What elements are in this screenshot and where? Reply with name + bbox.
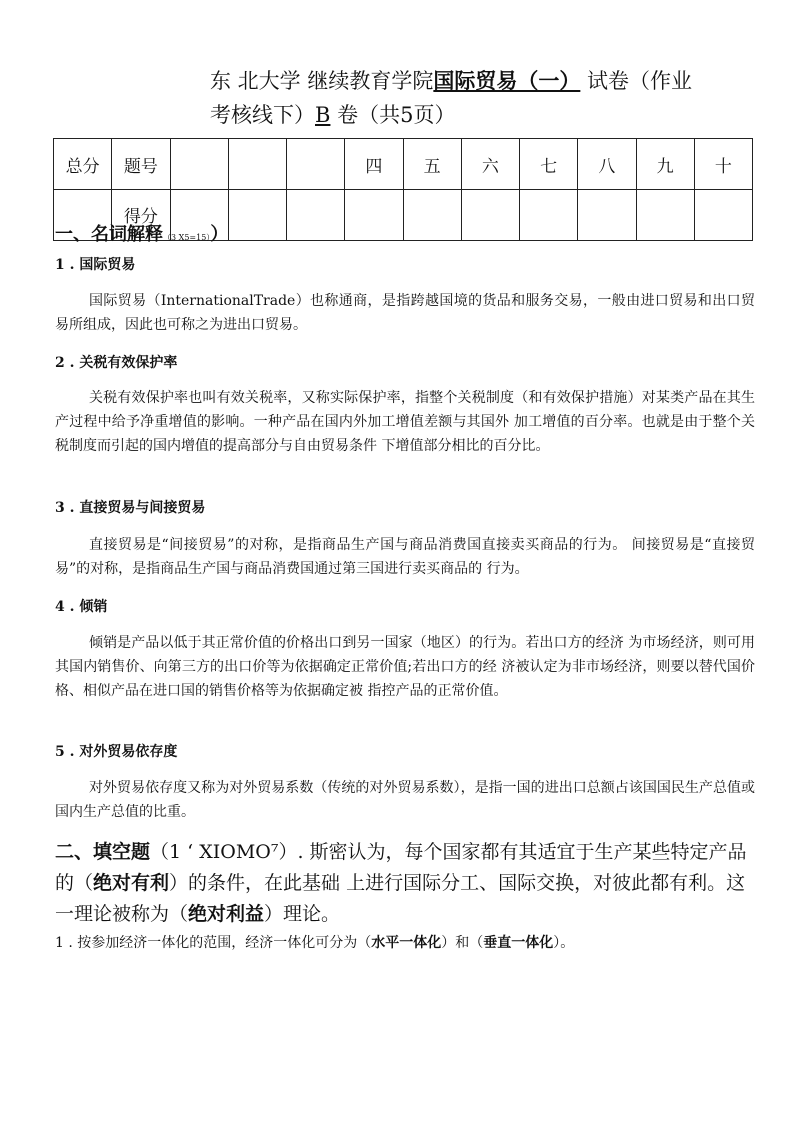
school-name: 东 北大学 继续教育学院	[210, 69, 434, 93]
term-title: 1 . 国际贸易	[55, 257, 136, 273]
title-line2: 考核线下）	[210, 103, 315, 127]
question-text: 1 . 按参加经济一体化的范围，经济一体化可分为（	[55, 935, 372, 951]
score-input-cell[interactable]	[461, 190, 519, 241]
section1-heading	[55, 220, 228, 246]
term-title: 3 . 直接贸易与间接贸易	[55, 500, 206, 516]
term-definition: 对外贸易依存度又称为对外贸易系数（传统的对外贸易系数），是指一国的进出口总额占该国国民生产总值或国内生产总值的比重。	[55, 780, 755, 820]
score-cell: 八	[578, 139, 636, 190]
score-cell	[287, 139, 345, 190]
score-cell: 七	[520, 139, 578, 190]
score-cell	[228, 139, 286, 190]
term-title: 2 . 关税有效保护率	[55, 355, 178, 371]
score-cell: 四	[345, 139, 403, 190]
score-input-cell[interactable]	[287, 190, 345, 241]
score-input-cell[interactable]	[578, 190, 636, 241]
score-cell: 五	[403, 139, 461, 190]
section2-text: ）的条件，在此基础 上进行国际分工、国际交换，对彼此都有利。这一理论被称为（	[55, 872, 746, 925]
exam-title	[210, 64, 770, 132]
term-definition: 关税有效保护率也叫有效关税率，又称实际保护率，指整个关税制度（和有效保护措施）对某类产品在其生产过程中给予净重增值的影响。一种产品在国内外加工增值差额与其国外 加工增值的百分率。也就是由于整个关税制度而引起的国内增值的提高部分与自由贸易条件 下增值部分相比的百分比。	[55, 390, 755, 454]
score-cell: 十	[694, 139, 752, 190]
score-row-label: 得分	[123, 207, 158, 227]
term-title: 4 . 倾销	[55, 599, 108, 615]
score-cell: 六	[461, 139, 519, 190]
term-title: 5 . 对外贸易依存度	[55, 744, 178, 760]
page-count: 卷（共5页）	[330, 103, 456, 127]
question-text: ）。	[553, 935, 575, 951]
section2-heading: 二、填空题	[55, 841, 151, 863]
score-cell: 总分	[54, 139, 112, 190]
score-cell: 题号	[112, 139, 170, 190]
term-definition: 倾销是产品以低于其正常价值的价格出口到另一国家（地区）的行为。若出口方的经济 为市场经济，则可用其国内销售价、向第三方的出口价等为依据确定正常价值;若出口方的经 济被认定为非市场经济，则要以替代国价格、相似产品在进口国的销售价格等为依据确定被 指控产品的正常价值。	[55, 635, 755, 699]
score-input-cell[interactable]	[636, 190, 694, 241]
section1-heading-text: 一、名词解释	[55, 224, 163, 245]
paper-version: B	[315, 103, 331, 127]
course-name: 国际贸易（一）	[433, 68, 581, 93]
score-input-cell[interactable]	[694, 190, 752, 241]
title-rest: 试卷（作业	[580, 69, 693, 93]
answer-blank: 绝对有利	[93, 872, 170, 894]
section2-fill-blank	[55, 837, 755, 930]
answer-blank: 垂直一体化	[483, 935, 554, 951]
section1-score-note: （3 X5=15）	[163, 233, 211, 242]
answer-blank: 水平一体化	[371, 935, 442, 951]
score-input-cell[interactable]	[345, 190, 403, 241]
term-definition: 直接贸易是“间接贸易”的对称，是指商品生产国与商品消费国直接卖买商品的行为。 间接贸易是“直接贸易”的对称，是指商品生产国与商品消费国通过第三国进行卖买商品的 行为。	[55, 537, 755, 577]
section1-heading-close: ）	[210, 224, 229, 245]
term-definition: 国际贸易（InternationalTrade）也称通商，是指跨越国境的货品和服务交易，一般由进口贸易和出口贸易所组成，因此也可称之为进出口贸易。	[55, 293, 755, 333]
score-table-header-row	[54, 139, 753, 190]
section2-text: （1 ‘ XIOMO⁷）. 斯密认为，每个国家都有其适宜于生产某些特定产品的（	[55, 841, 747, 894]
score-input-cell[interactable]	[228, 190, 286, 241]
question-text: ）和（	[441, 935, 484, 951]
answer-blank: 绝对利益	[188, 903, 265, 925]
score-cell	[170, 139, 228, 190]
fill-question-1	[55, 932, 574, 952]
score-input-cell[interactable]	[520, 190, 578, 241]
section2-text: ）理论。	[264, 903, 341, 925]
score-cell: 九	[636, 139, 694, 190]
score-input-cell[interactable]	[403, 190, 461, 241]
